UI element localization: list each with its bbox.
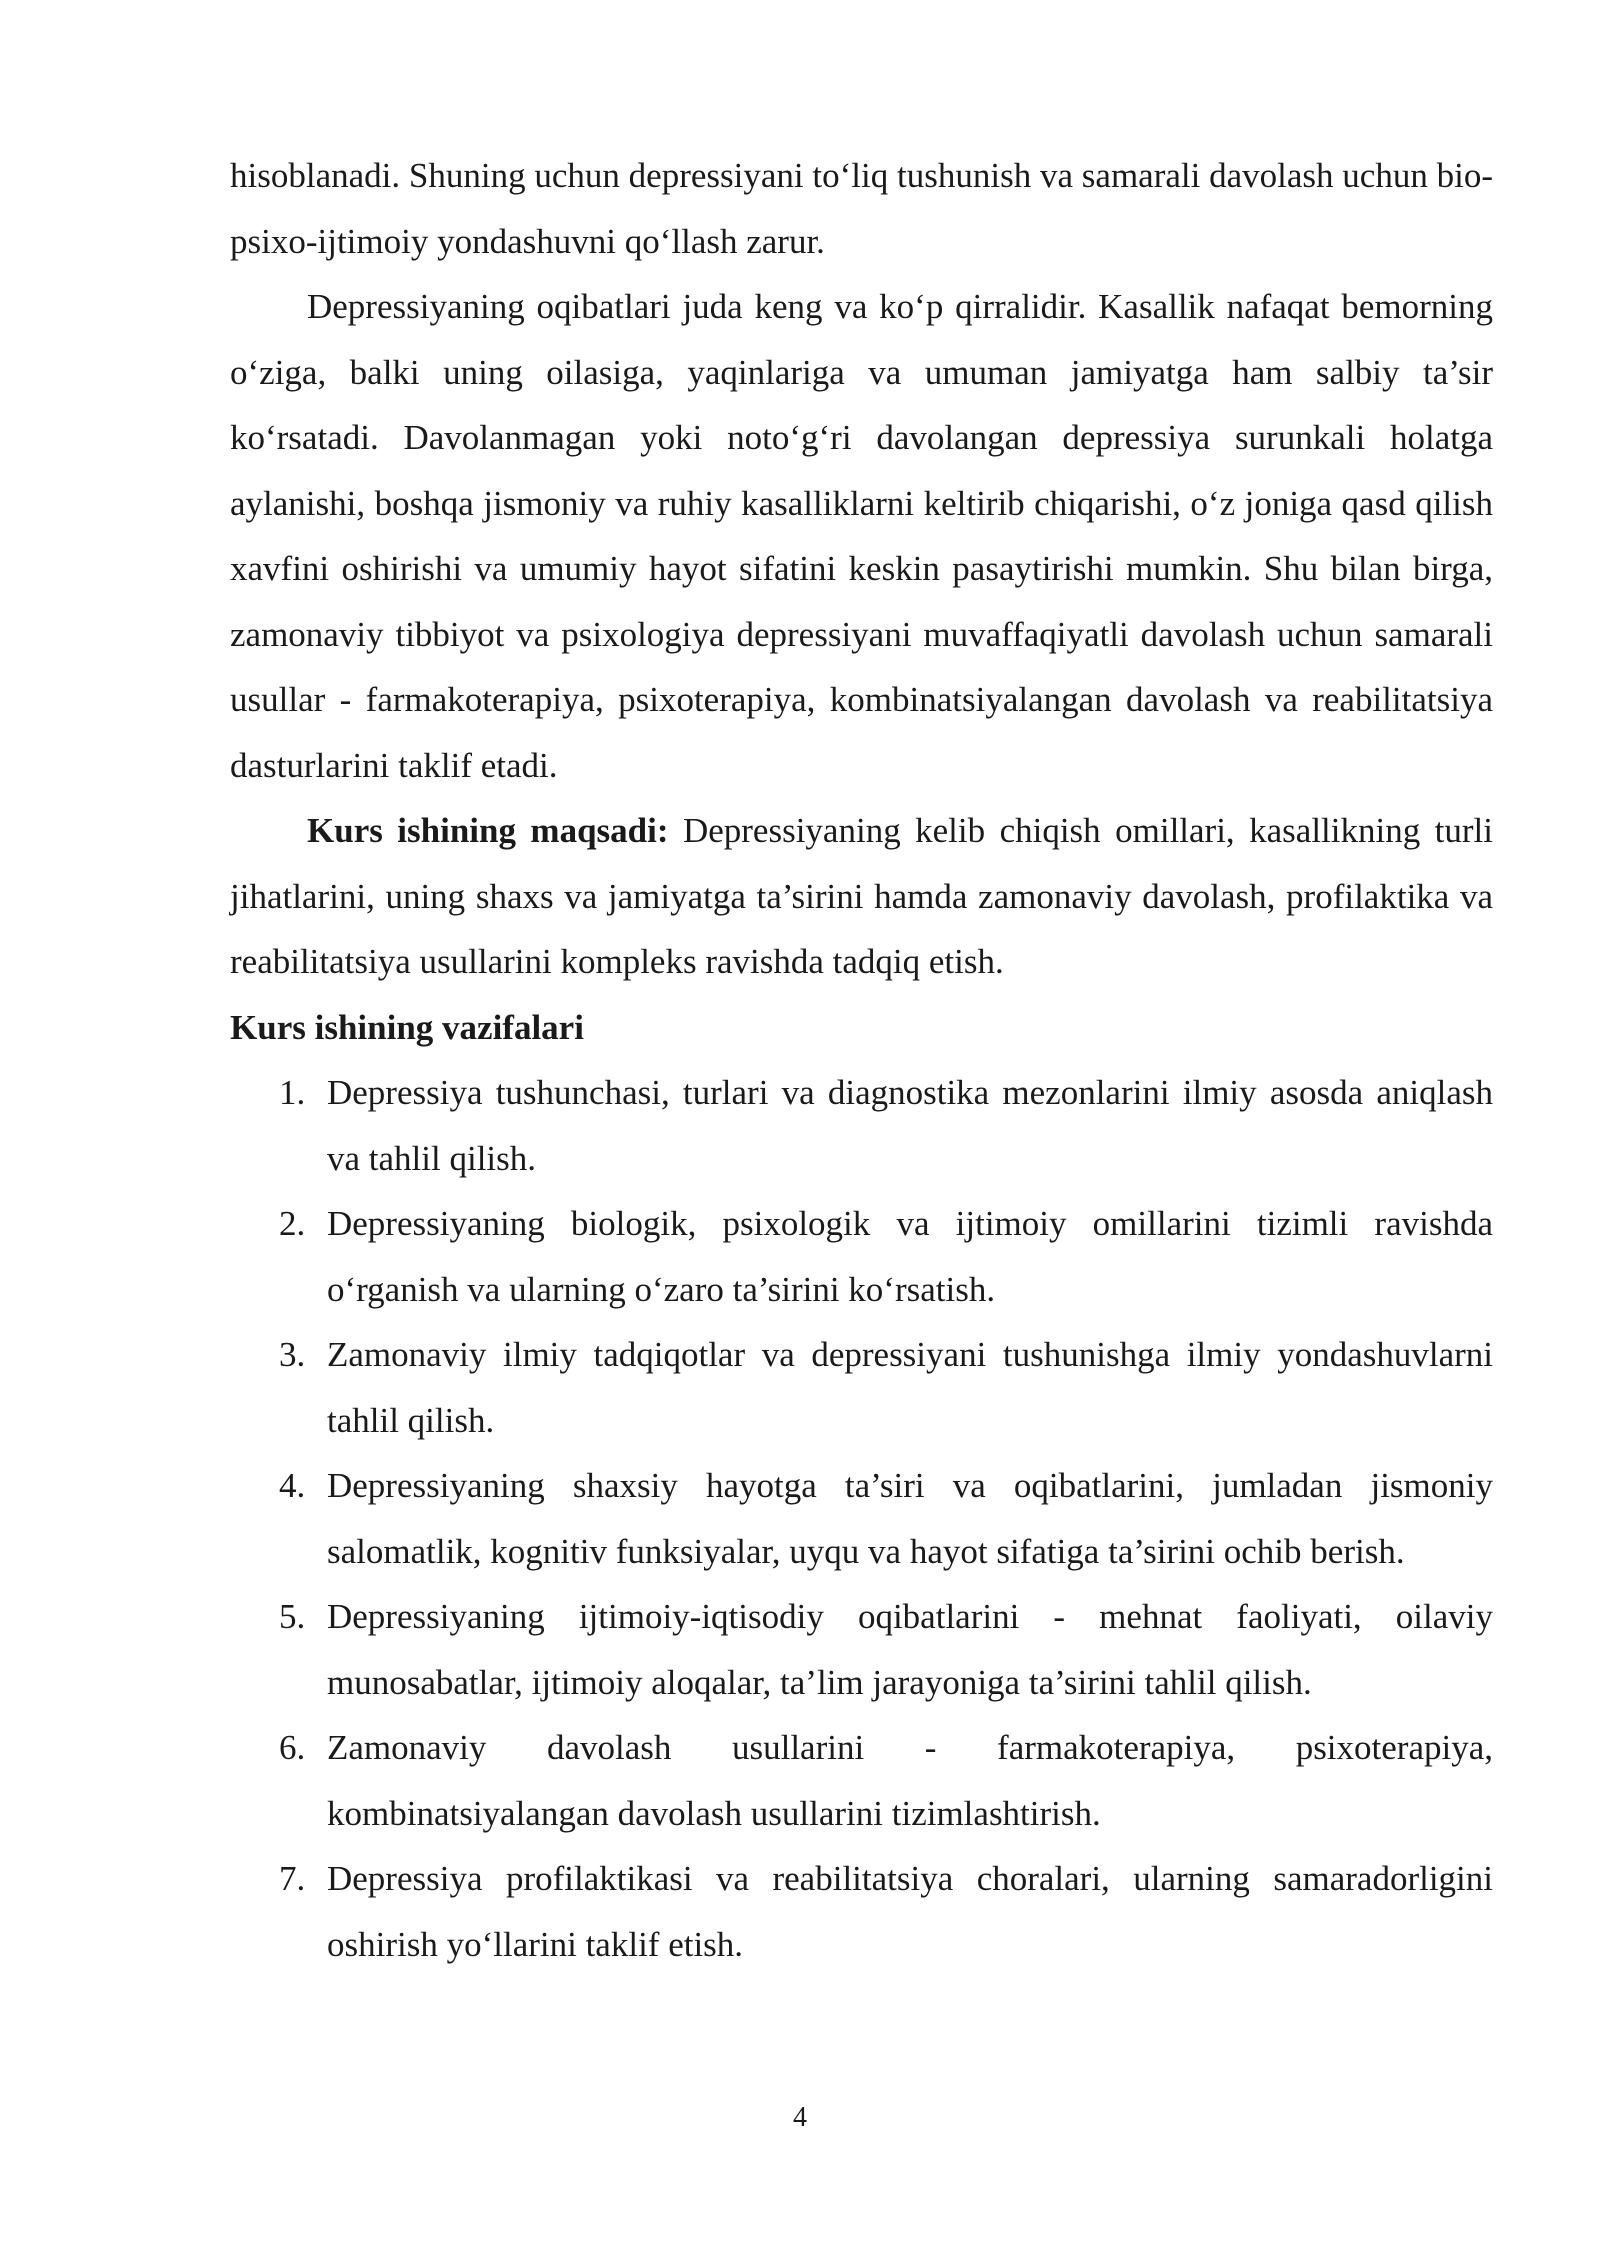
page-number: 4 [793, 2102, 807, 2133]
list-item [230, 1584, 1493, 1715]
list-item-text: Depressiya profilaktikasi va reabilitatsiya choralari, ularning samaradorligini oshirish yo‘llarini taklif etish. [327, 1859, 1493, 1964]
list-item [230, 1191, 1493, 1322]
list-item [230, 1846, 1493, 1977]
goal-text: Depressiyaning kelib chiqish omillari, kasallikning turli jihatlarini, uning shaxs va jamiyatga ta’sirini hamda zamonaviy davolash, profilaktika va reabilitatsiya usullarini kompleks ravishda tadqiq etish. [230, 811, 1493, 981]
list-item [230, 1322, 1493, 1453]
list-item-number: 4. [279, 1466, 306, 1505]
list-item-number: 1. [279, 1073, 306, 1112]
paragraph-continuation: hisoblanadi. Shuning uchun depressiyani to‘liq tushunish va samarali davolash uchun bio-psixo-ijtimoiy yondashuvni qo‘llash zarur. [230, 156, 1493, 261]
list-item-text: Zamonaviy davolash usullarini - farmakoterapiya, psixoterapiya, kombinatsiyalangan davolash usullarini tizimlashtirish. [327, 1728, 1493, 1833]
list-item-text: Zamonaviy ilmiy tadqiqotlar va depressiyani tushunishga ilmiy yondashuvlarni tahlil qilish. [327, 1335, 1493, 1440]
document-page [230, 143, 1493, 1977]
list-item-number: 5. [279, 1597, 306, 1636]
paragraph-consequences: Depressiyaning oqibatlari juda keng va ko‘p qirralidir. Kasallik nafaqat bemorning o‘ziga, balki uning oilasiga, yaqinlariga va umuman jamiyatga ham salbiy ta’sir ko‘rsatadi. Davolanmagan yoki noto‘g‘ri davolangan depressiya surunkali holatga aylanishi, boshqa jismoniy va ruhiy kasalliklarni keltirib chiqarishi, o‘z joniga qasd qilish xavfini oshirishi va umumiy hayot sifatini keskin pasaytirishi mumkin. Shu bilan birga, zamonaviy tibbiyot va psixologiya depressiyani muvaffaqiyatli davolash uchun samarali usullar - farmakoterapiya, psixoterapiya, kombinatsiyalangan davolash va reabilitatsiya dasturlarini taklif etadi. [230, 287, 1493, 785]
list-item [230, 1715, 1493, 1846]
list-item-number: 3. [279, 1335, 306, 1374]
tasks-list [230, 1060, 1493, 1977]
list-item-number: 2. [279, 1204, 306, 1243]
goal-label: Kurs ishining maqsadi: [307, 811, 669, 850]
list-item-text: Depressiyaning ijtimoiy-iqtisodiy oqibatlarini - mehnat faoliyati, oilaviy munosabatlar, ijtimoiy aloqalar, ta’lim jarayoniga ta’sirini tahlil qilish. [327, 1597, 1493, 1702]
list-item-text: Depressiyaning biologik, psixologik va ijtimoiy omillarini tizimli ravishda o‘rganish va ularning o‘zaro ta’sirini ko‘rsatish. [327, 1204, 1493, 1309]
list-item-text: Depressiyaning shaxsiy hayotga ta’siri va oqibatlarini, jumladan jismoniy salomatlik, kognitiv funksiyalar, uyqu va hayot sifatiga ta’sirini ochib berish. [327, 1466, 1493, 1571]
paragraph-goal [230, 798, 1493, 995]
list-item-text: Depressiya tushunchasi, turlari va diagnostika mezonlarini ilmiy asosda aniqlash va tahlil qilish. [327, 1073, 1493, 1178]
list-item-number: 7. [279, 1859, 306, 1898]
list-item [230, 1453, 1493, 1584]
list-item-number: 6. [279, 1728, 306, 1767]
tasks-heading: Kurs ishining vazifalari [230, 1007, 584, 1047]
list-item [230, 1060, 1493, 1191]
